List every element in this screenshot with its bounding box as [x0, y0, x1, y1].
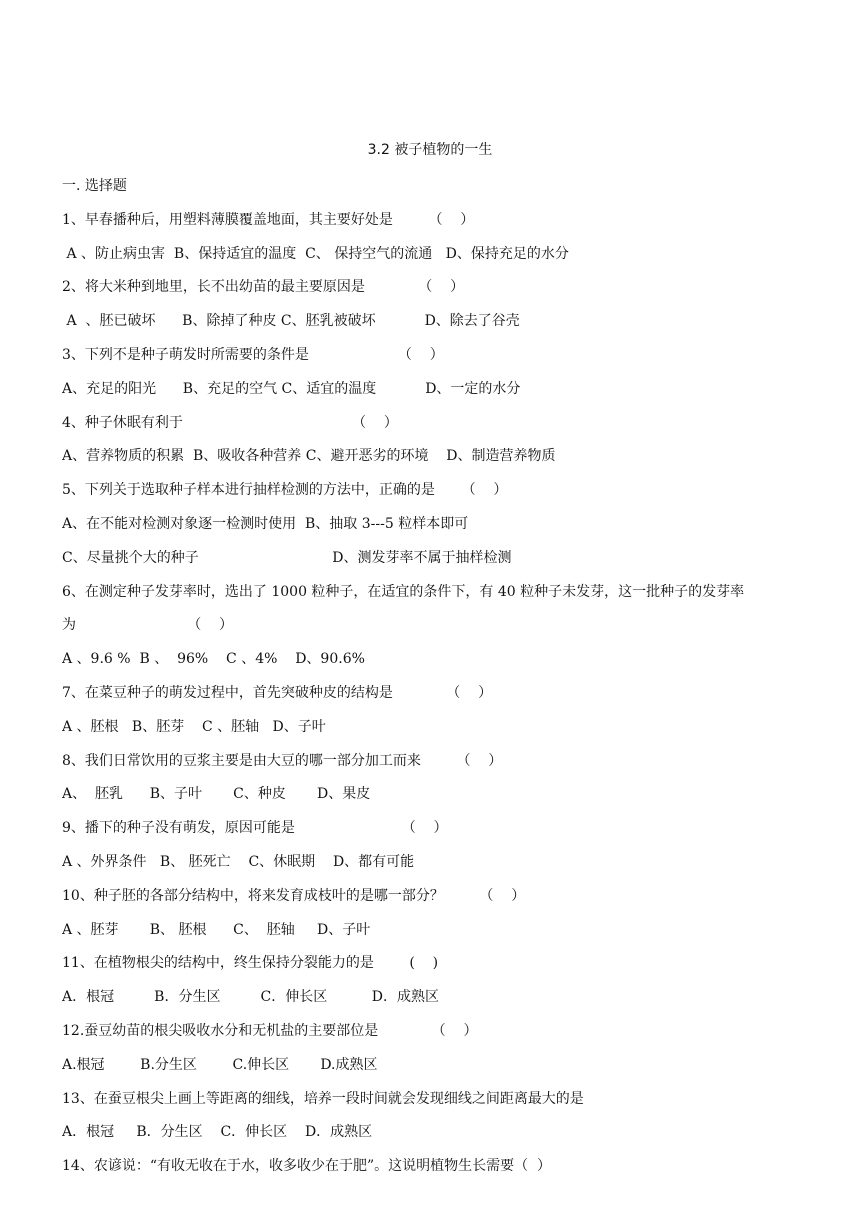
question-line: 8、我们日常饮用的豆浆主要是由大豆的哪一部分加工而来 （ ）	[62, 752, 503, 769]
question-line: 4、种子休眠有利于 （ ）	[62, 414, 398, 431]
question-line: 7、在菜豆种子的萌发过程中，首先突破种皮的结构是 （ ）	[62, 684, 493, 701]
question-line: 10、种子胚的各部分结构中，将来发育成枝叶的是哪一部分？ （ ）	[62, 887, 526, 904]
question-line: 3、下列不是种子萌发时所需要的条件是 （ ）	[62, 346, 444, 363]
question-line-continued: 为 （ ）	[62, 617, 234, 634]
options-line: A 、胚根 B、胚芽 C 、胚轴 D、子叶	[62, 718, 326, 735]
options-line: A 、防止病虫害 B、保持适宜的温度 C、 保持空气的流通 D、保持充足的水分	[62, 245, 569, 262]
options-line: A、在不能对检测对象逐一检测时使用 B、抽取 3---5 粒样本即可	[62, 515, 469, 532]
options-line: A．根冠 B．分生区 C．伸长区 D．成熟区	[62, 989, 439, 1006]
question-line: 13、在蚕豆根尖上画上等距离的细线，培养一段时间就会发现细线之间距离最大的是	[62, 1090, 584, 1107]
options-line: A、营养物质的积累 B、吸收各种营养 C、避开恶劣的环境 D、制造营养物质	[62, 448, 556, 465]
question-line: 5、下列关于选取种子样本进行抽样检测的方法中，正确的是 （ ）	[62, 482, 508, 499]
question-line: 2、将大米种到地里，长不出幼苗的最主要原因是 （ ）	[62, 279, 465, 296]
options-line: A 、胚芽 B、 胚根 C、 胚轴 D、子叶	[62, 921, 371, 938]
options-line: A 、9.6 % B 、 96% C 、4% D、90.6%	[62, 651, 365, 668]
options-line: A 、外界条件 B、 胚死亡 C、休眠期 D、都有可能	[62, 853, 415, 870]
options-line: A.根冠 B.分生区 C.伸长区 D.成熟区	[62, 1056, 378, 1073]
section-heading: 一. 选择题	[62, 178, 127, 194]
options-line: A．根冠 B．分生区 C．伸长区 D．成熟区	[62, 1124, 373, 1141]
question-line: 1、早春播种后，用塑料薄膜覆盖地面，其主要好处是 （ ）	[62, 211, 475, 228]
question-line: 11、在植物根尖的结构中，终生保持分裂能力的是 ( )	[62, 955, 439, 972]
question-line: 6、在测定种子发芽率时，选出了 1000 粒种子，在适宜的条件下，有 40 粒种子未发芽，这一批种子的发芽率	[62, 583, 745, 600]
question-line: 12.蚕豆幼苗的根尖吸收水分和无机盐的主要部位是 （ ）	[62, 1022, 478, 1039]
options-line: C、尽量挑个大的种子 D、测发芽率不属于抽样检测	[62, 549, 512, 566]
document-body	[62, 170, 822, 1184]
question-line: 14、农谚说：“有收无收在于水，收多收少在于肥”。这说明植物生长需要（ ）	[62, 1158, 552, 1175]
options-line: A、充足的阳光 B、充足的空气 C、适宜的温度 D、一定的水分	[62, 380, 521, 397]
options-line: A、 胚乳 B、子叶 C、种皮 D、果皮	[62, 786, 371, 803]
options-line: A 、胚已破坏 B、除掉了种皮 C、胚乳被破坏 D、除去了谷壳	[62, 313, 520, 330]
question-line: 9、播下的种子没有萌发，原因可能是 （ ）	[62, 820, 448, 837]
document-title: 3.2 被子植物的一生	[367, 142, 493, 158]
